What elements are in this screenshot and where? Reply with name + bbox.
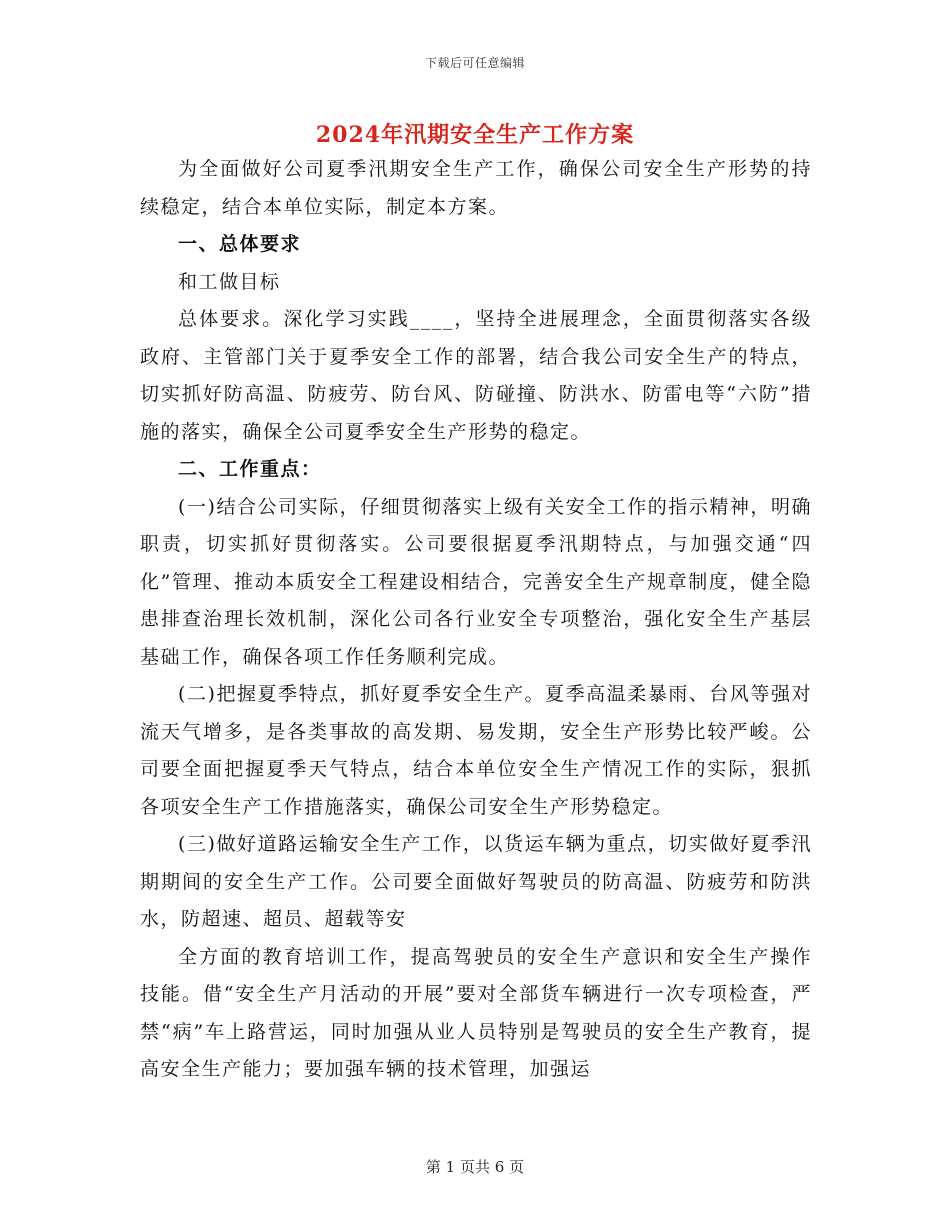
section-heading-work-focus: 二、工作重点： xyxy=(178,458,322,480)
paragraph-general-requirements: 总体要求。深化学习实践____，坚持全进展理念，全面贯彻落实各级政府、主管部门关于夏季安全工作的部署，结合我公司安全生产的特点，切实抓好防高温、防疲劳、防台风、防碰撞、防洪水、防雷电等“六防”措施的落实，确保全公司夏季安全生产形势的稳定。 xyxy=(140,308,812,443)
document-title: 2024年汛期安全生产工作方案 xyxy=(315,122,635,148)
page-header-note: 下载后可任意编辑 xyxy=(424,56,525,70)
page-number: 第 1 页共 6 页 xyxy=(425,1158,525,1176)
paragraph-focus-3-continued: 全方面的教育培训工作，提高驾驶员的安全生产意识和安全生产操作技能。借“安全生产月活动的开展”要对全部货车辆进行一次专项检查，严禁“病”车上路营运，同时加强从业人员特别是驾驶员的安全生产教育，提高安全生产能力；要加强车辆的技术管理，加强运 xyxy=(140,945,812,1080)
paragraph-focus-2: (二)把握夏季特点，抓好夏季安全生产。夏季高温柔暴雨、台风等强对流天气增多，是各类事故的高发期、易发期，安全生产形势比较严峻。公司要全面把握夏季天气特点，结合本单位安全生产情况工作的实际，狠抓各项安全生产工作措施落实，确保公司安全生产形势稳定。 xyxy=(140,683,812,818)
section-heading-general-requirements: 一、总体要求 xyxy=(178,233,302,255)
paragraph-focus-1: (一)结合公司实际，仔细贯彻落实上级有关安全工作的指示精神，明确职责，切实抓好贯彻落实。公司要很据夏季汛期特点，与加强交通“四化”管理、推动本质安全工程建设相结合，完善安全生产规章制度，健全隐患排查治理长效机制，深化公司各行业安全专项整治，强化安全生产基层基础工作，确保各项工作任务顺利完成。 xyxy=(140,495,812,668)
document-body xyxy=(140,151,812,1089)
intro-paragraph: 为全面做好公司夏季汛期安全生产工作，确保公司安全生产形势的持续稳定，结合本单位实际，制定本方案。 xyxy=(140,158,812,218)
paragraph-focus-3: (三)做好道路运输安全生产工作，以货运车辆为重点，切实做好夏季汛期期间的安全生产工作。公司要全面做好驾驶员的防高温、防疲劳和防洪水，防超速、超员、超载等安 xyxy=(140,833,812,930)
subheading-goals: 和工做目标 xyxy=(178,270,281,293)
